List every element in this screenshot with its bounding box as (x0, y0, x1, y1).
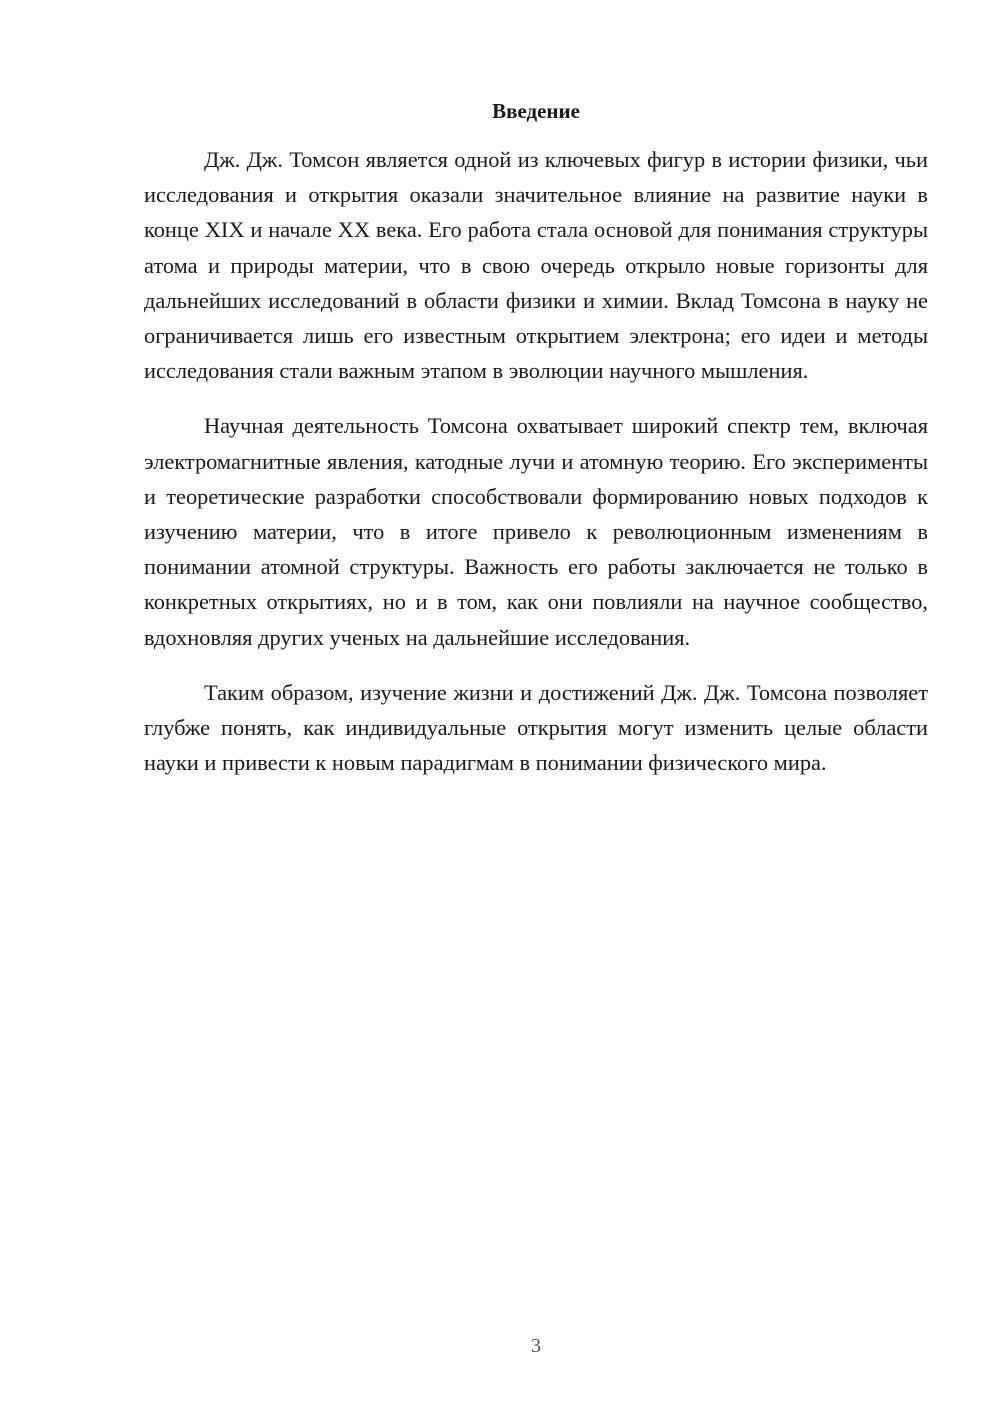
section-heading: Введение (492, 99, 580, 123)
page-number: 3 (531, 1335, 541, 1357)
paragraph-3: Таким образом, изучение жизни и достижений Дж. Дж. Томсона позволяет глубже понять, как индивидуальные открытия могут изменить целые области науки и привести к новым парадигмам в понимании физического мира. (144, 679, 928, 776)
body-text (144, 142, 928, 800)
paragraph-2: Научная деятельность Томсона охватывает широкий спектр тем, включая электромагнитные явления, катодные лучи и атомную теорию. Его эксперименты и теоретические разработки способствовали формированию новых подходов к изучению материи, что в итоге привело к революционным изменениям в понимании атомной структуры. Важность его работы заключается не только в конкретных открытиях, но и в том, как они повлияли на научное сообщество, вдохновляя других ученых на дальнейшие исследования. (144, 413, 928, 650)
paragraph-1: Дж. Дж. Томсон является одной из ключевых фигур в истории физики, чьи исследования и открытия оказали значительное влияние на развитие науки в конце XIX и начале XX века. Его работа стала основой для понимания структуры атома и природы материи, что в свою очередь открыло новые горизонты для дальнейших исследований в области физики и химии. Вклад Томсона в науку не ограничивается лишь его известным открытием электрона; его идеи и методы исследования стали важным этапом в эволюции научного мышления. (144, 147, 928, 384)
